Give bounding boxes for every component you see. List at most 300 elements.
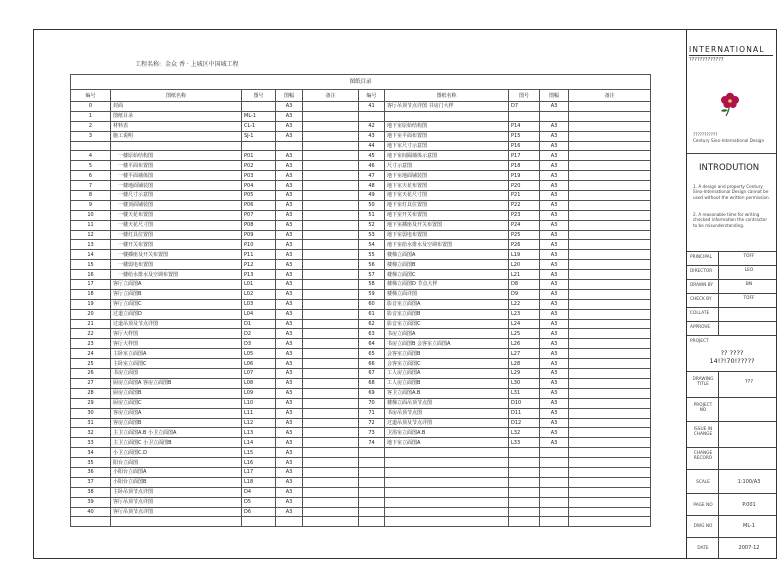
rule: [687, 153, 777, 154]
row-name: 一楼原始结构图: [111, 151, 242, 161]
rule: [687, 515, 777, 516]
row-code: L07: [242, 369, 276, 379]
row-name: 小卫立面图C.D: [111, 448, 242, 458]
row-code: D6: [242, 507, 276, 517]
row-note-right: [569, 131, 651, 141]
row-code: L05: [242, 349, 276, 359]
introduction-heading: INTRODUTION: [699, 163, 760, 173]
row-no-right: 68: [359, 378, 385, 388]
row-code: D1: [242, 319, 276, 329]
row-code: P02: [242, 161, 276, 171]
row-size: A3: [276, 280, 303, 290]
row-name: 一楼开关布置图: [111, 240, 242, 250]
row-size-right: [540, 477, 569, 487]
row-no: 34: [71, 448, 111, 458]
row-size: A3: [276, 161, 303, 171]
row-code: L08: [242, 378, 276, 388]
row-note: [303, 418, 359, 428]
row-code-right: L24: [509, 319, 540, 329]
row-note: [303, 161, 359, 171]
row-name: 主卧室立面图C: [111, 359, 242, 369]
row-name: 厨房立面图B: [111, 388, 242, 398]
row-note: [303, 487, 359, 497]
row-no: 25: [71, 359, 111, 369]
row-no-right: 56: [359, 260, 385, 270]
row-no-right: 44: [359, 141, 385, 151]
row-size-right: [540, 517, 569, 527]
row-code-right: D11: [509, 408, 540, 418]
row-size-right: A3: [540, 250, 569, 260]
row-size: A3: [276, 289, 303, 299]
row-code-right: P14: [509, 121, 540, 131]
header-size: 图幅: [276, 90, 303, 102]
row-size: A3: [276, 467, 303, 477]
date-value: 2007-12: [738, 545, 760, 551]
row-size-right: A3: [540, 171, 569, 181]
table-row: [71, 507, 651, 517]
row-size: A3: [276, 408, 303, 418]
row-code-right: L33: [509, 438, 540, 448]
row-code: P05: [242, 191, 276, 201]
row-name: 客厅吊顶节点详图: [111, 497, 242, 507]
field-label: DIRECTOR: [690, 269, 713, 274]
table-row: [71, 111, 651, 121]
row-size-right: A3: [540, 299, 569, 309]
row-note: [303, 349, 359, 359]
row-no-right: 45: [359, 151, 385, 161]
row-note: [303, 467, 359, 477]
row-code-right: D7: [509, 102, 540, 112]
row-no-right: 58: [359, 280, 385, 290]
row-name-right: [385, 111, 509, 121]
row-code: P07: [242, 210, 276, 220]
row-size-right: A3: [540, 428, 569, 438]
row-no: 6: [71, 171, 111, 181]
row-note: [303, 181, 359, 191]
row-code: P06: [242, 200, 276, 210]
row-name: 一楼顶面铺装图: [111, 200, 242, 210]
row-code-right: L31: [509, 388, 540, 398]
row-code-right: L22: [509, 299, 540, 309]
row-no: 16: [71, 270, 111, 280]
row-note: [303, 220, 359, 230]
row-note: [303, 191, 359, 201]
table-row: [71, 497, 651, 507]
project-no-label: PROJECT NO: [693, 403, 713, 413]
row-code-right: P25: [509, 230, 540, 240]
row-no-right: [359, 507, 385, 517]
row-note: [303, 280, 359, 290]
row-name-right: 书房吊顶节点图: [385, 408, 509, 418]
row-size: A3: [276, 171, 303, 181]
rule: [687, 493, 777, 494]
row-note-right: [569, 102, 651, 112]
rule: [687, 397, 777, 398]
row-size-right: [540, 111, 569, 121]
row-size-right: [540, 497, 569, 507]
row-note-right: [569, 151, 651, 161]
rule: [687, 321, 777, 322]
row-name: 主卧室立面图A: [111, 349, 242, 359]
row-no: 32: [71, 428, 111, 438]
table-header-row: [71, 90, 651, 102]
table-row: [71, 102, 651, 112]
row-code-right: D12: [509, 418, 540, 428]
row-note: [303, 477, 359, 487]
table-row: [71, 319, 651, 329]
row-name: 客房立面图B: [111, 418, 242, 428]
issue-label: ISSUE IN CHANGE: [693, 427, 713, 437]
row-name-right: 地下室天花布置图: [385, 181, 509, 191]
row-note-right: [569, 339, 651, 349]
row-note-right: [569, 230, 651, 240]
row-size-right: A3: [540, 270, 569, 280]
row-no: 29: [71, 398, 111, 408]
row-size: A3: [276, 151, 303, 161]
row-code: D4: [242, 487, 276, 497]
row-note: [303, 289, 359, 299]
row-name: 过道立面图D: [111, 309, 242, 319]
row-note-right: [569, 487, 651, 497]
scale-value: 1:100/A3: [737, 479, 761, 485]
table-row: [71, 181, 651, 191]
page-no-value: P.001: [742, 502, 756, 508]
row-size: A3: [276, 240, 303, 250]
table-caption: 图纸目录: [71, 75, 651, 90]
table-row: [71, 151, 651, 161]
row-code: SJ-1: [242, 131, 276, 141]
rule: [687, 469, 777, 470]
row-name: 施工说明: [111, 131, 242, 141]
table-row: [71, 289, 651, 299]
row-no-right: 61: [359, 309, 385, 319]
row-note-right: [569, 408, 651, 418]
row-note-right: [569, 240, 651, 250]
row-size-right: A3: [540, 230, 569, 240]
row-no-right: 59: [359, 289, 385, 299]
row-note-right: [569, 171, 651, 181]
row-no-right: 74: [359, 438, 385, 448]
row-size: A3: [276, 487, 303, 497]
row-name: 小阳台立面图A: [111, 467, 242, 477]
row-name-right: 客厅吊顶节点详图 书房门大样: [385, 102, 509, 112]
table-row: [71, 408, 651, 418]
row-code-right: P19: [509, 171, 540, 181]
row-code-right: [509, 477, 540, 487]
field-label: APPROVE: [690, 325, 711, 330]
row-code: L10: [242, 398, 276, 408]
row-note-right: [569, 260, 651, 270]
row-code: L09: [242, 388, 276, 398]
row-note-right: [569, 299, 651, 309]
table-row: [71, 141, 651, 151]
row-size-right: [540, 448, 569, 458]
row-code: L14: [242, 438, 276, 448]
row-note-right: [569, 121, 651, 131]
row-no: 36: [71, 467, 111, 477]
row-no-right: 54: [359, 240, 385, 250]
row-name: 图纸目录: [111, 111, 242, 121]
rule: [687, 307, 777, 308]
row-name-right: [385, 497, 509, 507]
row-no: 23: [71, 339, 111, 349]
row-no: 38: [71, 487, 111, 497]
row-code: L06: [242, 359, 276, 369]
table-row: [71, 121, 651, 131]
row-note-right: [569, 398, 651, 408]
row-note: [303, 121, 359, 131]
row-no: 13: [71, 240, 111, 250]
table-row: [71, 270, 651, 280]
row-name-right: 楼梯立面图C: [385, 270, 509, 280]
row-code: [242, 102, 276, 112]
scale-label: SCALE: [696, 480, 710, 485]
row-name: 客厅大样图: [111, 329, 242, 339]
row-no: 28: [71, 388, 111, 398]
row-size: A3: [276, 260, 303, 270]
row-note: [303, 359, 359, 369]
note-2: 2. A reasonable time for writing checked information the contractor to be misunderstanding.: [693, 212, 768, 228]
row-no: 7: [71, 181, 111, 191]
row-size-right: A3: [540, 388, 569, 398]
row-no: 15: [71, 260, 111, 270]
row-size-right: A3: [540, 280, 569, 290]
row-name-right: 楼梯立面图B: [385, 260, 509, 270]
row-note-right: [569, 477, 651, 487]
row-size: A3: [276, 131, 303, 141]
row-code: L18: [242, 477, 276, 487]
row-no-right: 49: [359, 191, 385, 201]
row-code-right: L21: [509, 270, 540, 280]
rule: [687, 251, 777, 252]
rule: [687, 293, 777, 294]
row-note-right: [569, 467, 651, 477]
row-size: A3: [276, 438, 303, 448]
row-code-right: [509, 448, 540, 458]
company-cn-name: ???????????: [693, 132, 718, 137]
row-name: 客厅吊顶节点详图: [111, 507, 242, 517]
table-row: [71, 438, 651, 448]
row-size: A3: [276, 497, 303, 507]
row-no-right: 47: [359, 171, 385, 181]
row-no: 9: [71, 200, 111, 210]
row-name-right: 地下室弱电布置图: [385, 230, 509, 240]
row-no-right: 70: [359, 398, 385, 408]
row-code-right: [509, 111, 540, 121]
row-note-right: [569, 141, 651, 151]
row-code: P12: [242, 260, 276, 270]
row-name-right: [385, 517, 509, 527]
row-note-right: [569, 438, 651, 448]
row-note: [303, 497, 359, 507]
row-no-right: 42: [359, 121, 385, 131]
row-note-right: [569, 280, 651, 290]
row-size: A3: [276, 230, 303, 240]
row-code-right: L30: [509, 378, 540, 388]
row-name-right: [385, 507, 509, 517]
row-no: 10: [71, 210, 111, 220]
row-no: 24: [71, 349, 111, 359]
row-code-right: P17: [509, 151, 540, 161]
row-size: A3: [276, 191, 303, 201]
row-size: A3: [276, 369, 303, 379]
header-no: 编号: [71, 90, 111, 102]
rule: [687, 421, 777, 422]
row-code: L16: [242, 458, 276, 468]
table-row: [71, 448, 651, 458]
table-row: [71, 477, 651, 487]
row-note: [303, 309, 359, 319]
row-code: L03: [242, 299, 276, 309]
row-no-right: 60: [359, 299, 385, 309]
row-size: A3: [276, 448, 303, 458]
header-name: 图纸名称: [111, 90, 242, 102]
row-size: A3: [276, 398, 303, 408]
table-row: [71, 131, 651, 141]
row-no: 39: [71, 497, 111, 507]
row-size: A3: [276, 339, 303, 349]
row-no-right: 51: [359, 210, 385, 220]
row-name: 客厅立面图C: [111, 299, 242, 309]
row-code-right: [509, 507, 540, 517]
row-name: 书房立面图: [111, 369, 242, 379]
row-no-right: 43: [359, 131, 385, 141]
row-size: A3: [276, 121, 303, 131]
row-no: 12: [71, 230, 111, 240]
row-note: [303, 378, 359, 388]
field-label: DRAWN BY: [690, 283, 713, 288]
row-no-right: [359, 517, 385, 527]
header-note-right: 备注: [569, 90, 651, 102]
row-note-right: [569, 378, 651, 388]
row-code: P04: [242, 181, 276, 191]
row-name: 一楼尺寸示意图: [111, 191, 242, 201]
row-note: [303, 319, 359, 329]
row-no: 18: [71, 289, 111, 299]
row-note: [303, 260, 359, 270]
row-size: A3: [276, 319, 303, 329]
row-note-right: [569, 250, 651, 260]
row-note: [303, 141, 359, 151]
table-row: [71, 200, 651, 210]
row-note: [303, 131, 359, 141]
change-record-label: CHANGE RECORD: [693, 451, 713, 461]
row-no: 2: [71, 121, 111, 131]
table-row: [71, 210, 651, 220]
row-code-right: [509, 497, 540, 507]
row-no-right: 71: [359, 408, 385, 418]
row-code-right: P18: [509, 161, 540, 171]
row-code-right: [509, 467, 540, 477]
row-size-right: A3: [540, 210, 569, 220]
row-note: [303, 517, 359, 527]
row-size: A3: [276, 349, 303, 359]
row-no-right: 48: [359, 181, 385, 191]
row-note-right: [569, 369, 651, 379]
row-name-right: [385, 487, 509, 497]
row-note: [303, 448, 359, 458]
row-code: D3: [242, 339, 276, 349]
dwg-no-label: DWG NO: [693, 524, 713, 529]
row-size: A3: [276, 329, 303, 339]
field-label: CHECK BY: [690, 297, 712, 302]
row-name: 一楼天花布置图: [111, 210, 242, 220]
header-name-right: 图纸名称: [385, 90, 509, 102]
row-name-right: 工人房立面图A: [385, 369, 509, 379]
row-no: 17: [71, 280, 111, 290]
row-no-right: [359, 477, 385, 487]
table-row: [71, 428, 651, 438]
row-name-right: [385, 448, 509, 458]
brand-subtitle: ?????????????: [689, 57, 724, 63]
row-name: 一楼地面铺装图: [111, 181, 242, 191]
row-name-right: 会客室立面图B: [385, 349, 509, 359]
row-code: L13: [242, 428, 276, 438]
row-no: 4: [71, 151, 111, 161]
row-name-right: 工人房立面图B: [385, 378, 509, 388]
row-code: D2: [242, 329, 276, 339]
row-code-right: L27: [509, 349, 540, 359]
row-name-right: 影音室立面图A: [385, 299, 509, 309]
table-row: [71, 260, 651, 270]
row-code-right: L25: [509, 329, 540, 339]
row-name-right: [385, 467, 509, 477]
row-size-right: A3: [540, 319, 569, 329]
row-code: P13: [242, 270, 276, 280]
row-no-right: [359, 497, 385, 507]
project-title: [135, 59, 243, 68]
project-name: 金众 香 · 上城区中国城工程: [165, 61, 239, 68]
row-no-right: 65: [359, 349, 385, 359]
row-code: [242, 517, 276, 527]
row-name: 材料表: [111, 121, 242, 131]
table-row: [71, 418, 651, 428]
row-name-right: 影音室立面图C: [385, 319, 509, 329]
table-row: [71, 467, 651, 477]
rule: [687, 447, 777, 448]
row-code: L12: [242, 418, 276, 428]
row-size-right: A3: [540, 151, 569, 161]
row-code: P01: [242, 151, 276, 161]
row-size-right: A3: [540, 369, 569, 379]
page-no-label: PAGE NO: [693, 503, 713, 508]
row-note: [303, 230, 359, 240]
row-size-right: A3: [540, 161, 569, 171]
row-no: 37: [71, 477, 111, 487]
row-note-right: [569, 329, 651, 339]
row-name-right: 尺寸示意图: [385, 161, 509, 171]
row-name: 主卫立面图C 小卫立面图B: [111, 438, 242, 448]
header-no-right: 编号: [359, 90, 385, 102]
row-code-right: D9: [509, 289, 540, 299]
row-size-right: A3: [540, 121, 569, 131]
row-size: A3: [276, 220, 303, 230]
header-note: 备注: [303, 90, 359, 102]
row-no-right: 62: [359, 319, 385, 329]
note-1: 1. A design and property Century Sino-International Design cannot be used without the written permission.: [693, 184, 771, 200]
field-label: COLLATE: [690, 311, 710, 316]
row-size: A3: [276, 378, 303, 388]
row-size: A3: [276, 181, 303, 191]
row-name: 一楼平面布置图: [111, 161, 242, 171]
row-note: [303, 171, 359, 181]
row-code-right: L20: [509, 260, 540, 270]
row-size-right: A3: [540, 309, 569, 319]
row-no: 22: [71, 329, 111, 339]
row-code: L17: [242, 467, 276, 477]
row-no-right: [359, 487, 385, 497]
row-no-right: 41: [359, 102, 385, 112]
